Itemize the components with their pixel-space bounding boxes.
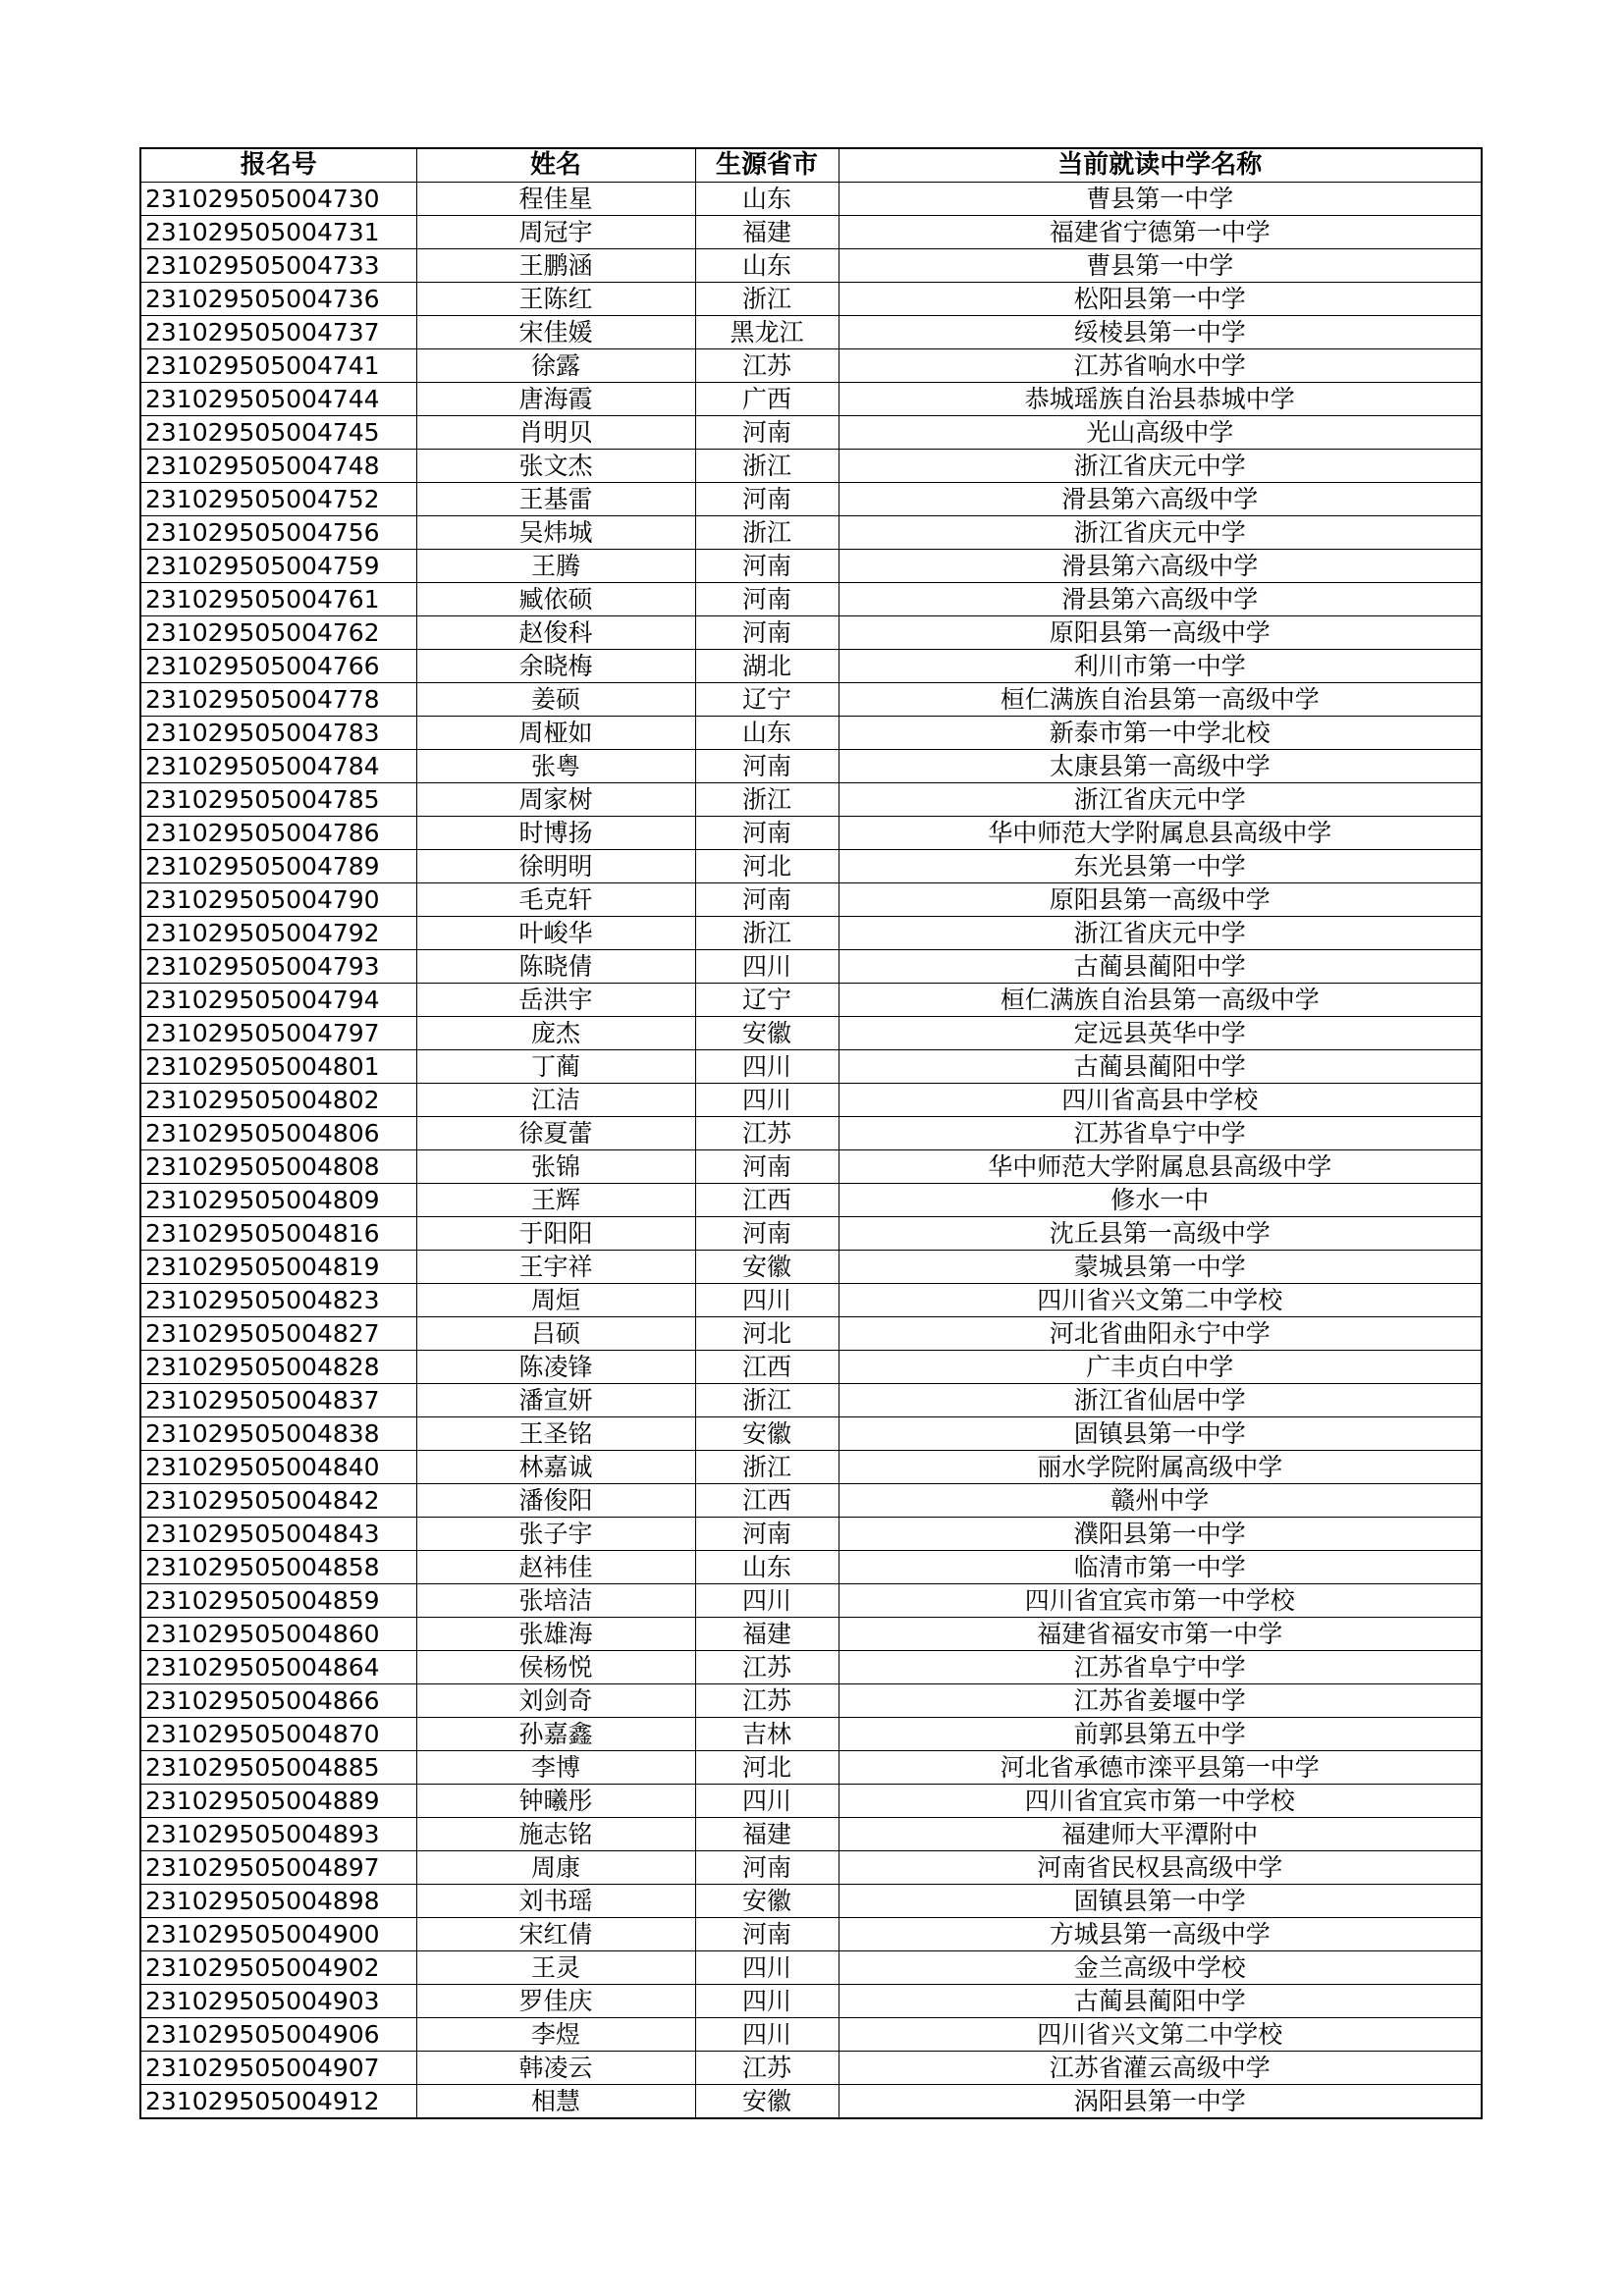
cell-school: 滑县第六高级中学 [839, 583, 1482, 616]
cell-name: 潘俊阳 [416, 1484, 695, 1518]
cell-name: 王腾 [416, 550, 695, 583]
cell-school: 曹县第一中学 [839, 249, 1482, 283]
header-registration-number: 报名号 [140, 148, 416, 183]
cell-province: 山东 [695, 717, 839, 750]
table-row [140, 1985, 1482, 2018]
cell-registration-number: 231029505004784 [140, 750, 416, 783]
table-row [140, 1217, 1482, 1251]
cell-school: 光山高级中学 [839, 416, 1482, 450]
cell-province: 安徽 [695, 1885, 839, 1918]
cell-name: 钟曦彤 [416, 1785, 695, 1818]
cell-registration-number: 231029505004898 [140, 1885, 416, 1918]
cell-school: 松阳县第一中学 [839, 283, 1482, 316]
cell-registration-number: 231029505004906 [140, 2018, 416, 2052]
table-row [140, 1384, 1482, 1417]
table-row [140, 1584, 1482, 1618]
cell-province: 山东 [695, 1551, 839, 1584]
cell-school: 临清市第一中学 [839, 1551, 1482, 1584]
cell-name: 王鹏涵 [416, 249, 695, 283]
table-row [140, 516, 1482, 550]
cell-name: 张培洁 [416, 1584, 695, 1618]
table-row [140, 883, 1482, 917]
table-row [140, 283, 1482, 316]
cell-school: 江苏省姜堰中学 [839, 1684, 1482, 1718]
cell-registration-number: 231029505004786 [140, 817, 416, 850]
cell-registration-number: 231029505004864 [140, 1651, 416, 1684]
cell-name: 臧依硕 [416, 583, 695, 616]
cell-province: 四川 [695, 2018, 839, 2052]
cell-registration-number: 231029505004778 [140, 683, 416, 717]
cell-province: 山东 [695, 183, 839, 216]
cell-school: 江苏省阜宁中学 [839, 1117, 1482, 1150]
cell-registration-number: 231029505004745 [140, 416, 416, 450]
cell-name: 王圣铭 [416, 1417, 695, 1451]
cell-school: 金兰高级中学校 [839, 1951, 1482, 1985]
cell-registration-number: 231029505004870 [140, 1718, 416, 1751]
cell-province: 河北 [695, 850, 839, 883]
cell-province: 河南 [695, 1518, 839, 1551]
cell-province: 江苏 [695, 1117, 839, 1150]
cell-school: 涡阳县第一中学 [839, 2085, 1482, 2119]
cell-registration-number: 231029505004737 [140, 316, 416, 349]
cell-school: 四川省兴文第二中学校 [839, 1284, 1482, 1317]
table-row [140, 1518, 1482, 1551]
table-row [140, 1484, 1482, 1518]
cell-school: 桓仁满族自治县第一高级中学 [839, 984, 1482, 1017]
cell-school: 江苏省阜宁中学 [839, 1651, 1482, 1684]
cell-school: 古蔺县蔺阳中学 [839, 1050, 1482, 1084]
cell-registration-number: 231029505004733 [140, 249, 416, 283]
cell-province: 四川 [695, 1985, 839, 2018]
header-name: 姓名 [416, 148, 695, 183]
cell-name: 张文杰 [416, 450, 695, 483]
cell-province: 河北 [695, 1751, 839, 1785]
table-row [140, 1551, 1482, 1584]
cell-registration-number: 231029505004785 [140, 783, 416, 817]
table-row [140, 1918, 1482, 1951]
cell-name: 王灵 [416, 1951, 695, 1985]
cell-name: 周烜 [416, 1284, 695, 1317]
table-row [140, 1084, 1482, 1117]
cell-province: 福建 [695, 1818, 839, 1851]
table-row [140, 1017, 1482, 1050]
cell-name: 施志铭 [416, 1818, 695, 1851]
cell-province: 四川 [695, 1050, 839, 1084]
cell-school: 濮阳县第一中学 [839, 1518, 1482, 1551]
cell-name: 肖明贝 [416, 416, 695, 450]
cell-name: 张雄海 [416, 1618, 695, 1651]
cell-province: 江苏 [695, 1651, 839, 1684]
cell-province: 安徽 [695, 1417, 839, 1451]
cell-school: 广丰贞白中学 [839, 1351, 1482, 1384]
cell-registration-number: 231029505004816 [140, 1217, 416, 1251]
cell-province: 河南 [695, 416, 839, 450]
cell-registration-number: 231029505004797 [140, 1017, 416, 1050]
cell-name: 韩凌云 [416, 2052, 695, 2085]
cell-name: 王陈红 [416, 283, 695, 316]
table-row [140, 416, 1482, 450]
cell-registration-number: 231029505004912 [140, 2085, 416, 2119]
cell-name: 余晓梅 [416, 650, 695, 683]
cell-province: 河南 [695, 1851, 839, 1885]
table-row [140, 1251, 1482, 1284]
table-row [140, 783, 1482, 817]
cell-name: 宋红倩 [416, 1918, 695, 1951]
cell-name: 毛克轩 [416, 883, 695, 917]
cell-school: 华中师范大学附属息县高级中学 [839, 1150, 1482, 1184]
cell-name: 唐海霞 [416, 383, 695, 416]
cell-registration-number: 231029505004783 [140, 717, 416, 750]
header-province: 生源省市 [695, 148, 839, 183]
cell-province: 四川 [695, 1584, 839, 1618]
cell-province: 辽宁 [695, 683, 839, 717]
table-row [140, 249, 1482, 283]
cell-school: 固镇县第一中学 [839, 1885, 1482, 1918]
cell-province: 湖北 [695, 650, 839, 683]
cell-school: 四川省宜宾市第一中学校 [839, 1785, 1482, 1818]
cell-province: 四川 [695, 1084, 839, 1117]
cell-name: 赵祎佳 [416, 1551, 695, 1584]
cell-name: 江洁 [416, 1084, 695, 1117]
cell-school: 河北省曲阳永宁中学 [839, 1317, 1482, 1351]
cell-school: 沈丘县第一高级中学 [839, 1217, 1482, 1251]
cell-registration-number: 231029505004762 [140, 616, 416, 650]
table-row [140, 1651, 1482, 1684]
table-row [140, 850, 1482, 883]
cell-school: 河南省民权县高级中学 [839, 1851, 1482, 1885]
cell-school: 蒙城县第一中学 [839, 1251, 1482, 1284]
cell-province: 江西 [695, 1351, 839, 1384]
cell-school: 浙江省庆元中学 [839, 783, 1482, 817]
cell-registration-number: 231029505004900 [140, 1918, 416, 1951]
cell-registration-number: 231029505004889 [140, 1785, 416, 1818]
cell-province: 浙江 [695, 1384, 839, 1417]
table-row [140, 1885, 1482, 1918]
cell-name: 李博 [416, 1751, 695, 1785]
cell-school: 古蔺县蔺阳中学 [839, 1985, 1482, 2018]
cell-school: 四川省宜宾市第一中学校 [839, 1584, 1482, 1618]
table-row [140, 450, 1482, 483]
table-row [140, 1618, 1482, 1651]
table-row [140, 1851, 1482, 1885]
cell-province: 浙江 [695, 783, 839, 817]
table-row [140, 1050, 1482, 1084]
cell-registration-number: 231029505004897 [140, 1851, 416, 1885]
table-row [140, 216, 1482, 249]
cell-registration-number: 231029505004885 [140, 1751, 416, 1785]
cell-school: 曹县第一中学 [839, 183, 1482, 216]
cell-registration-number: 231029505004842 [140, 1484, 416, 1518]
table-row [140, 483, 1482, 516]
cell-province: 江苏 [695, 2052, 839, 2085]
cell-name: 徐夏蕾 [416, 1117, 695, 1150]
cell-registration-number: 231029505004827 [140, 1317, 416, 1351]
cell-school: 福建省宁德第一中学 [839, 216, 1482, 249]
cell-province: 河南 [695, 1918, 839, 1951]
cell-school: 华中师范大学附属息县高级中学 [839, 817, 1482, 850]
table-row [140, 316, 1482, 349]
cell-name: 张子宇 [416, 1518, 695, 1551]
cell-school: 原阳县第一高级中学 [839, 616, 1482, 650]
cell-school: 福建省福安市第一中学 [839, 1618, 1482, 1651]
cell-name: 陈凌锋 [416, 1351, 695, 1384]
cell-registration-number: 231029505004793 [140, 950, 416, 984]
cell-registration-number: 231029505004903 [140, 1985, 416, 2018]
cell-name: 潘宣妍 [416, 1384, 695, 1417]
cell-province: 浙江 [695, 516, 839, 550]
cell-province: 山东 [695, 249, 839, 283]
cell-school: 福建师大平潭附中 [839, 1818, 1482, 1851]
cell-province: 河北 [695, 1317, 839, 1351]
cell-name: 侯杨悦 [416, 1651, 695, 1684]
cell-province: 河南 [695, 750, 839, 783]
cell-registration-number: 231029505004806 [140, 1117, 416, 1150]
cell-province: 河南 [695, 883, 839, 917]
table-row [140, 1417, 1482, 1451]
cell-registration-number: 231029505004907 [140, 2052, 416, 2085]
cell-school: 滑县第六高级中学 [839, 550, 1482, 583]
cell-name: 宋佳媛 [416, 316, 695, 349]
table-row [140, 650, 1482, 683]
cell-school: 四川省高县中学校 [839, 1084, 1482, 1117]
cell-registration-number: 231029505004731 [140, 216, 416, 249]
cell-school: 浙江省仙居中学 [839, 1384, 1482, 1417]
cell-province: 辽宁 [695, 984, 839, 1017]
cell-school: 滑县第六高级中学 [839, 483, 1482, 516]
cell-school: 四川省兴文第二中学校 [839, 2018, 1482, 2052]
cell-name: 赵俊科 [416, 616, 695, 650]
table-row [140, 1751, 1482, 1785]
cell-school: 固镇县第一中学 [839, 1417, 1482, 1451]
cell-name: 罗佳庆 [416, 1985, 695, 2018]
cell-school: 绥棱县第一中学 [839, 316, 1482, 349]
cell-registration-number: 231029505004838 [140, 1417, 416, 1451]
cell-name: 徐露 [416, 349, 695, 383]
cell-name: 刘剑奇 [416, 1684, 695, 1718]
cell-name: 陈晓倩 [416, 950, 695, 984]
table-row [140, 1684, 1482, 1718]
table-row [140, 349, 1482, 383]
cell-name: 王基雷 [416, 483, 695, 516]
cell-province: 广西 [695, 383, 839, 416]
cell-registration-number: 231029505004819 [140, 1251, 416, 1284]
cell-name: 岳洪宇 [416, 984, 695, 1017]
cell-school: 浙江省庆元中学 [839, 450, 1482, 483]
cell-province: 江苏 [695, 349, 839, 383]
table-row [140, 1284, 1482, 1317]
table-row [140, 2018, 1482, 2052]
cell-registration-number: 231029505004893 [140, 1818, 416, 1851]
cell-school: 浙江省庆元中学 [839, 516, 1482, 550]
cell-name: 吴炜城 [416, 516, 695, 550]
cell-name: 孙嘉鑫 [416, 1718, 695, 1751]
cell-name: 刘书瑶 [416, 1885, 695, 1918]
cell-name: 周家树 [416, 783, 695, 817]
cell-province: 河南 [695, 817, 839, 850]
cell-registration-number: 231029505004761 [140, 583, 416, 616]
cell-province: 四川 [695, 1284, 839, 1317]
cell-province: 福建 [695, 1618, 839, 1651]
header-row [140, 148, 1482, 183]
cell-province: 四川 [695, 1785, 839, 1818]
cell-province: 吉林 [695, 1718, 839, 1751]
cell-name: 周康 [416, 1851, 695, 1885]
cell-school: 太康县第一高级中学 [839, 750, 1482, 783]
cell-province: 福建 [695, 216, 839, 249]
cell-registration-number: 231029505004808 [140, 1150, 416, 1184]
cell-province: 四川 [695, 950, 839, 984]
table-row [140, 1451, 1482, 1484]
cell-registration-number: 231029505004752 [140, 483, 416, 516]
cell-registration-number: 231029505004828 [140, 1351, 416, 1384]
cell-registration-number: 231029505004840 [140, 1451, 416, 1484]
cell-registration-number: 231029505004766 [140, 650, 416, 683]
table-body [140, 183, 1482, 2119]
table-row [140, 383, 1482, 416]
table-row [140, 1785, 1482, 1818]
table-row [140, 1818, 1482, 1851]
table-row [140, 717, 1482, 750]
cell-province: 浙江 [695, 283, 839, 316]
cell-school: 赣州中学 [839, 1484, 1482, 1518]
table-row [140, 2052, 1482, 2085]
table-row [140, 583, 1482, 616]
cell-school: 原阳县第一高级中学 [839, 883, 1482, 917]
cell-province: 河南 [695, 483, 839, 516]
cell-registration-number: 231029505004809 [140, 1184, 416, 1217]
cell-registration-number: 231029505004790 [140, 883, 416, 917]
cell-province: 浙江 [695, 450, 839, 483]
cell-name: 叶峻华 [416, 917, 695, 950]
cell-school: 古蔺县蔺阳中学 [839, 950, 1482, 984]
cell-province: 黑龙江 [695, 316, 839, 349]
cell-school: 方城县第一高级中学 [839, 1918, 1482, 1951]
cell-name: 王辉 [416, 1184, 695, 1217]
applicant-table [139, 147, 1483, 2119]
cell-registration-number: 231029505004859 [140, 1584, 416, 1618]
cell-name: 林嘉诚 [416, 1451, 695, 1484]
cell-registration-number: 231029505004756 [140, 516, 416, 550]
cell-school: 定远县英华中学 [839, 1017, 1482, 1050]
cell-province: 四川 [695, 1951, 839, 1985]
cell-name: 周冠宇 [416, 216, 695, 249]
cell-school: 利川市第一中学 [839, 650, 1482, 683]
table-row [140, 1184, 1482, 1217]
table-row [140, 683, 1482, 717]
table-row [140, 750, 1482, 783]
table-row [140, 917, 1482, 950]
cell-registration-number: 231029505004792 [140, 917, 416, 950]
table-row [140, 1951, 1482, 1985]
cell-name: 相慧 [416, 2085, 695, 2119]
cell-school: 浙江省庆元中学 [839, 917, 1482, 950]
cell-province: 安徽 [695, 1017, 839, 1050]
cell-name: 徐明明 [416, 850, 695, 883]
cell-registration-number: 231029505004736 [140, 283, 416, 316]
cell-name: 庞杰 [416, 1017, 695, 1050]
cell-name: 周桠如 [416, 717, 695, 750]
cell-name: 张粤 [416, 750, 695, 783]
table-row [140, 1718, 1482, 1751]
table-row [140, 1317, 1482, 1351]
table-row [140, 550, 1482, 583]
cell-registration-number: 231029505004843 [140, 1518, 416, 1551]
cell-name: 吕硕 [416, 1317, 695, 1351]
header-school: 当前就读中学名称 [839, 148, 1482, 183]
cell-province: 河南 [695, 616, 839, 650]
cell-registration-number: 231029505004860 [140, 1618, 416, 1651]
cell-school: 河北省承德市滦平县第一中学 [839, 1751, 1482, 1785]
cell-name: 丁蔺 [416, 1050, 695, 1084]
table-row [140, 1351, 1482, 1384]
cell-school: 恭城瑶族自治县恭城中学 [839, 383, 1482, 416]
cell-name: 王宇祥 [416, 1251, 695, 1284]
cell-school: 江苏省响水中学 [839, 349, 1482, 383]
cell-province: 安徽 [695, 2085, 839, 2119]
table-row [140, 616, 1482, 650]
cell-province: 江苏 [695, 1684, 839, 1718]
cell-province: 浙江 [695, 1451, 839, 1484]
cell-school: 桓仁满族自治县第一高级中学 [839, 683, 1482, 717]
cell-registration-number: 231029505004837 [140, 1384, 416, 1417]
cell-registration-number: 231029505004858 [140, 1551, 416, 1584]
table-row [140, 1117, 1482, 1150]
cell-registration-number: 231029505004730 [140, 183, 416, 216]
cell-name: 李煜 [416, 2018, 695, 2052]
cell-school: 修水一中 [839, 1184, 1482, 1217]
cell-registration-number: 231029505004902 [140, 1951, 416, 1985]
table-row [140, 2085, 1482, 2119]
cell-province: 河南 [695, 583, 839, 616]
cell-province: 河南 [695, 550, 839, 583]
cell-school: 东光县第一中学 [839, 850, 1482, 883]
cell-registration-number: 231029505004866 [140, 1684, 416, 1718]
cell-registration-number: 231029505004748 [140, 450, 416, 483]
cell-school: 新泰市第一中学北校 [839, 717, 1482, 750]
cell-registration-number: 231029505004759 [140, 550, 416, 583]
cell-name: 姜硕 [416, 683, 695, 717]
cell-registration-number: 231029505004802 [140, 1084, 416, 1117]
cell-registration-number: 231029505004789 [140, 850, 416, 883]
cell-registration-number: 231029505004823 [140, 1284, 416, 1317]
cell-province: 江西 [695, 1484, 839, 1518]
cell-name: 张锦 [416, 1150, 695, 1184]
table-row [140, 950, 1482, 984]
cell-province: 江西 [695, 1184, 839, 1217]
cell-registration-number: 231029505004794 [140, 984, 416, 1017]
cell-name: 程佳星 [416, 183, 695, 216]
table-row [140, 1150, 1482, 1184]
cell-name: 时博扬 [416, 817, 695, 850]
cell-school: 丽水学院附属高级中学 [839, 1451, 1482, 1484]
cell-registration-number: 231029505004801 [140, 1050, 416, 1084]
cell-registration-number: 231029505004741 [140, 349, 416, 383]
table-row [140, 984, 1482, 1017]
cell-province: 河南 [695, 1150, 839, 1184]
cell-registration-number: 231029505004744 [140, 383, 416, 416]
cell-school: 江苏省灌云高级中学 [839, 2052, 1482, 2085]
table-row [140, 183, 1482, 216]
cell-province: 河南 [695, 1217, 839, 1251]
table-row [140, 817, 1482, 850]
cell-province: 安徽 [695, 1251, 839, 1284]
cell-province: 浙江 [695, 917, 839, 950]
cell-name: 于阳阳 [416, 1217, 695, 1251]
cell-school: 前郭县第五中学 [839, 1718, 1482, 1751]
